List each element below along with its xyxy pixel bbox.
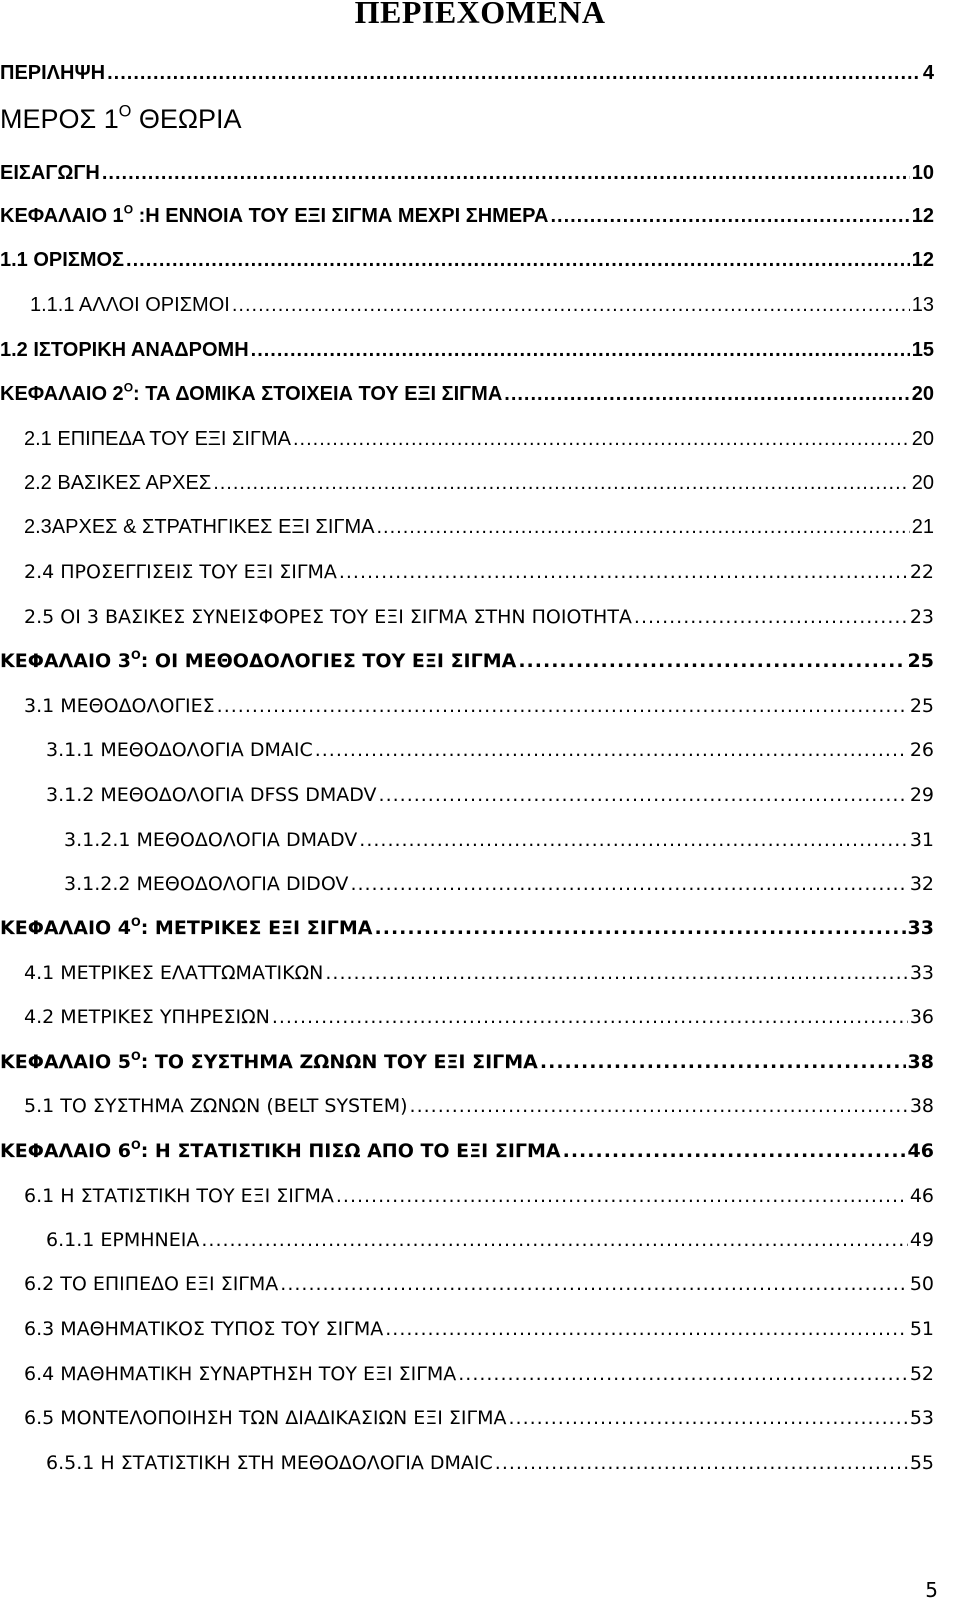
toc-entry[interactable] [24,557,934,587]
dot-leader [550,201,909,231]
toc-entry-title [24,602,632,632]
toc-entry-text: ΕΙΣΑΓΩΓΗ [0,162,100,184]
dot-leader [518,646,905,676]
toc-entry[interactable] [24,468,934,498]
toc-entry-page: 12 [911,205,934,227]
toc-entry-page: 10 [911,162,934,184]
toc-entry[interactable] [24,1359,934,1389]
toc-entry-title [0,913,373,943]
dot-leader [377,512,910,542]
toc-entry-page: 33 [907,917,934,939]
toc-entry-text: 2.2 ΒΑΣΙΚΕΣ ΑΡΧΕΣ [24,472,212,494]
dot-leader [102,158,910,188]
dot-leader [509,1403,908,1433]
dot-leader [217,691,908,721]
toc-entry-text: 3.1.2.2 ΜΕΘΟΔΟΛΟΓΙΑ DIDOV [64,873,349,895]
toc-entry[interactable] [24,602,934,632]
toc-entry-page: 38 [909,1095,934,1117]
toc-entry[interactable] [46,1225,934,1255]
toc-entry[interactable] [24,958,934,988]
toc-entry-page: 20 [911,383,934,405]
toc-entry-title [0,646,516,676]
toc-entry-text: ΚΕΦΑΛΑΙΟ 2 [0,383,124,405]
toc-entry-page: 33 [909,962,934,984]
dot-leader [379,780,908,810]
dot-leader [375,913,906,943]
page-title: ΠΕΡΙΕΧΟΜΕΝΑ [354,0,606,30]
toc-entry[interactable] [24,1002,934,1032]
toc-entry-page: 20 [911,428,934,450]
toc-entry[interactable] [0,58,934,88]
toc-entry-title [0,1136,561,1166]
dot-leader [126,245,910,275]
toc-entry-superscript: Ο [131,648,141,663]
toc-entry-text: 2.4 ΠΡΟΣΕΓΓΙΣΕΙΣ ΤΟΥ ΕΞΙ ΣΙΓΜΑ [24,561,337,583]
toc-entry[interactable] [24,1314,934,1344]
dot-leader [495,1448,908,1478]
toc-entry-text: ΚΕΦΑΛΑΙΟ 4 [0,917,132,939]
toc-entry[interactable] [0,913,934,943]
toc-entry[interactable] [0,1136,934,1166]
part-heading-superscript: Ο [118,102,132,121]
toc-entry-page: 32 [909,873,934,895]
toc-entry[interactable] [0,646,934,676]
toc-entry-page: 12 [911,249,934,271]
toc-entry-title [30,290,230,320]
toc-entry-text: 6.2 ΤΟ ΕΠΙΠΕΔΟ ΕΞΙ ΣΙΓΜΑ [24,1273,279,1295]
toc-entry-text: 6.1.1 ΕΡΜΗΝΕΙΑ [46,1229,200,1251]
toc-entry-superscript: Ο [123,380,134,395]
toc-entry[interactable] [30,290,934,320]
toc-entry-page: 25 [907,650,934,672]
dot-leader [540,1047,906,1077]
toc-entry-page: 53 [909,1407,934,1429]
toc-entry-page: 31 [909,829,934,851]
toc-entry-page: 22 [909,561,934,583]
toc-entry-page: 46 [907,1140,934,1162]
toc-entry-title [24,1002,270,1032]
part-heading-text: ΜΕΡΟΣ 1 [0,104,119,134]
dot-leader [350,869,907,899]
toc-entry-page: 20 [911,472,934,494]
dot-leader [634,602,908,632]
toc-entry[interactable] [46,780,934,810]
toc-entry-title [64,825,357,855]
toc-entry-title [24,1269,278,1299]
toc-entry-text: 5.1 ΤΟ ΣΥΣΤΗΜΑ ΖΩΝΩΝ (BELT SYSTEM) [24,1095,408,1117]
toc-entry-title [24,958,323,988]
toc-entry-rest: : ΤΑ ΔΟΜΙΚΑ ΣΤΟΙΧΕΙΑ ΤΟΥ ΕΞΙ ΣΙΓΜΑ [133,383,503,405]
dot-leader [213,468,910,498]
dot-leader [272,1002,908,1032]
toc-entry-page: 52 [909,1363,934,1385]
toc-entry-text: 3.1.1 ΜΕΘΟΔΟΛΟΓΙΑ DMAIC [46,739,313,761]
dot-leader [251,335,910,365]
dot-leader [339,557,908,587]
toc-entry-text: 2.3ΑΡΧΕΣ & ΣΤΡΑΤΗΓΙΚΕΣ ΕΞΙ ΣΙΓΜΑ [24,516,375,538]
toc-entry-text: 6.1 Η ΣΤΑΤΙΣΤΙΚΗ ΤΟΥ ΕΞΙ ΣΙΓΜΑ [24,1185,334,1207]
toc-entry[interactable] [0,158,934,188]
toc-entry-rest: : ΜΕΤΡΙΚΕΣ ΕΞΙ ΣΙΓΜΑ [140,917,373,939]
toc-entry[interactable] [24,1269,934,1299]
toc-entry-title [0,201,548,231]
toc-entry-title [46,735,313,765]
toc-entry-title [0,1047,538,1077]
toc-entry-text: 1.1.1 ΑΛΛΟΙ ΟΡΙΣΜΟΙ [30,294,230,316]
toc-entry-title [0,158,100,188]
toc-entry-page: 29 [909,784,934,806]
dot-leader [201,1225,907,1255]
toc-entry-page: 21 [911,516,934,538]
toc-entry-title [24,1359,456,1389]
toc-entry[interactable] [0,379,934,409]
toc-entry[interactable] [0,1047,934,1077]
toc-entry-rest: : Η ΣΤΑΤΙΣΤΙΚΗ ΠΙΣΩ ΑΠΟ ΤΟ ΕΞΙ ΣΙΓΜΑ [140,1140,561,1162]
dot-leader [458,1359,908,1389]
toc-entry-title [24,557,337,587]
toc-entry[interactable] [0,335,934,365]
toc-entry-title [24,424,291,454]
toc-entry-title [0,245,124,275]
toc-entry-page: 55 [909,1452,934,1474]
toc-entry-superscript: Ο [131,1138,141,1153]
toc-entry-title [46,1225,199,1255]
toc-entry-title [24,512,375,542]
toc-entry-page: 46 [909,1185,934,1207]
toc-entry[interactable] [46,735,934,765]
toc-entry-text: 1.1 ΟΡΙΣΜΟΣ [0,249,125,271]
toc-entry-text: ΠΕΡΙΛΗΨΗ [0,62,106,84]
toc-entry-title [64,869,348,899]
toc-entry-text: ΚΕΦΑΛΑΙΟ 5 [0,1051,132,1073]
toc-entry-title [24,1314,383,1344]
toc-entry-title [24,468,211,498]
toc-entry-page: 25 [909,695,934,717]
toc-entry-superscript: Ο [123,202,134,217]
dot-leader [293,424,910,454]
toc-entry-rest: : ΤΟ ΣΥΣΤΗΜΑ ΖΩΝΩΝ ΤΟΥ ΕΞΙ ΣΙΓΜΑ [140,1051,538,1073]
toc-entry-page: 38 [907,1051,934,1073]
part-heading-rest: ΘΕΩΡΙΑ [131,104,242,134]
toc-entry-page: 36 [909,1006,934,1028]
toc-entry-page: 13 [911,294,934,316]
toc-entry[interactable] [64,825,934,855]
toc-entry-text: ΚΕΦΑΛΑΙΟ 6 [0,1140,132,1162]
dot-leader [280,1269,908,1299]
toc-entry-page: 15 [911,339,934,361]
part-heading [0,104,242,135]
dot-leader [410,1091,908,1121]
toc-entry[interactable] [46,1448,934,1478]
toc-entry-text: ΚΕΦΑΛΑΙΟ 3 [0,650,132,672]
toc-entry-title [24,1403,507,1433]
toc-entry-text: 4.2 ΜΕΤΡΙΚΕΣ ΥΠΗΡΕΣΙΩΝ [24,1006,270,1028]
toc-entry[interactable] [24,512,934,542]
toc-entry-title [24,1181,334,1211]
page-number: 5 [925,1578,938,1602]
toc-entry-rest: :Η ΕΝΝΟΙΑ ΤΟΥ ΕΞΙ ΣΙΓΜΑ ΜΕΧΡΙ ΣΗΜΕΡΑ [133,205,549,227]
toc-entry-text: 6.4 ΜΑΘΗΜΑΤΙΚΗ ΣΥΝΑΡΤΗΣΗ ΤΟΥ ΕΞΙ ΣΙΓΜΑ [24,1363,457,1385]
toc-entry-text: 3.1 ΜΕΘΟΔΟΛΟΓΙΕΣ [24,695,215,717]
toc-entry-text: 1.2 ΙΣΤΟΡΙΚΗ ΑΝΑΔΡΟΜΗ [0,339,249,361]
toc-entry-title [46,1448,493,1478]
toc-entry-title [0,335,249,365]
toc-entry[interactable] [24,1181,934,1211]
toc-entry-page: 23 [909,606,934,628]
toc-entry-superscript: Ο [131,1049,141,1064]
toc-entry-page: 49 [909,1229,934,1251]
toc-entry[interactable] [64,869,934,899]
toc-entry[interactable] [0,201,934,231]
toc-entry[interactable] [24,1091,934,1121]
toc-entry-title [0,379,502,409]
toc-entry-rest: : ΟΙ ΜΕΘΟΔΟΛΟΓΙΕΣ ΤΟΥ ΕΞΙ ΣΙΓΜΑ [140,650,517,672]
dot-leader [325,958,907,988]
dot-leader [563,1136,906,1166]
dot-leader [232,290,910,320]
toc-entry-title [24,691,215,721]
toc-entry-page: 51 [909,1318,934,1340]
dot-leader [336,1181,908,1211]
toc-entry-page: 50 [909,1273,934,1295]
toc-entry-text: 2.1 ΕΠΙΠΕΔΑ ΤΟΥ ΕΞΙ ΣΙΓΜΑ [24,428,291,450]
dot-leader [359,825,908,855]
toc-entry[interactable] [0,245,934,275]
toc-entry-text: 4.1 ΜΕΤΡΙΚΕΣ ΕΛΑΤΤΩΜΑΤΙΚΩΝ [24,962,324,984]
toc-entry-superscript: Ο [131,915,141,930]
toc-entry-text: 3.1.2 ΜΕΘΟΔΟΛΟΓΙΑ DFSS DMADV [46,784,377,806]
toc-entry-text: 3.1.2.1 ΜΕΘΟΔΟΛΟΓΙΑ DMADV [64,829,358,851]
toc-entry-page: 4 [922,62,934,84]
toc-entry-title [0,58,105,88]
dot-leader [315,735,908,765]
dot-leader [385,1314,908,1344]
toc-entry-text: ΚΕΦΑΛΑΙΟ 1 [0,205,124,227]
toc-entry-page: 26 [909,739,934,761]
dot-leader [504,379,909,409]
toc-entry-title [46,780,377,810]
toc-entry-text: 6.5 ΜΟΝΤΕΛΟΠΟΙΗΣΗ ΤΩΝ ΔΙΑΔΙΚΑΣΙΩΝ ΕΞΙ ΣΙΓΜΑ [24,1407,507,1429]
toc-entry[interactable] [24,424,934,454]
toc-entry[interactable] [24,1403,934,1433]
dot-leader [107,58,921,88]
toc-entry-text: 6.5.1 Η ΣΤΑΤΙΣΤΙΚΗ ΣΤΗ ΜΕΘΟΔΟΛΟΓΙΑ DMAIC [46,1452,493,1474]
toc-entry-text: 2.5 ΟΙ 3 ΒΑΣΙΚΕΣ ΣΥΝΕΙΣΦΟΡΕΣ ΤΟΥ ΕΞΙ ΣΙΓΜΑ ΣΤΗΝ ΠΟΙΟΤΗΤΑ [24,606,632,628]
toc-entry-title [24,1091,408,1121]
toc-entry[interactable] [24,691,934,721]
toc-entry-text: 6.3 ΜΑΘΗΜΑΤΙΚΟΣ ΤΥΠΟΣ ΤΟΥ ΣΙΓΜΑ [24,1318,384,1340]
